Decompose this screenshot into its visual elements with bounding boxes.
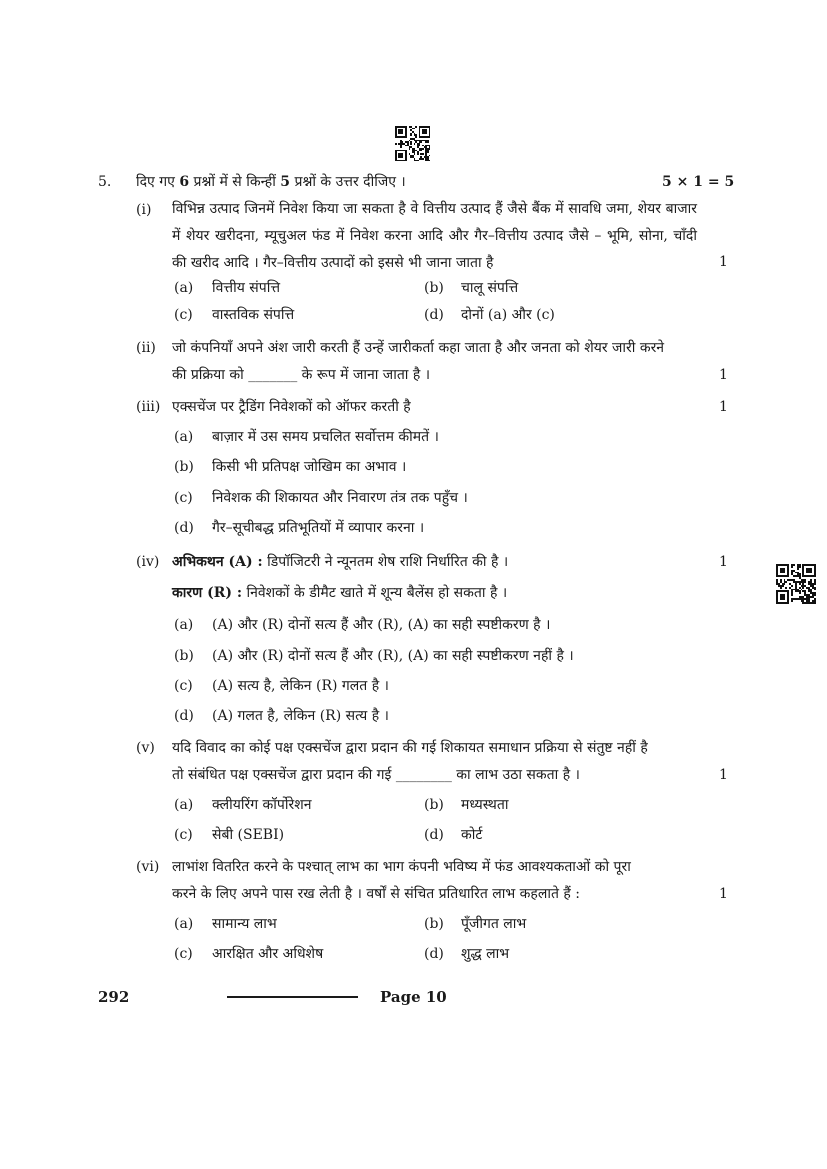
sub-question-text: विभिन्न उत्पाद जिनमें निवेश किया जा सकता है वे वित्तीय उत्पाद हैं जैसे बैंक में सावधि जमा, शेयर बाजार में शेयर खरीदना, म्यूचुअल फंड में निवेश करना आदि और गैर–वित्तीय उत्पाद जैसे – भूमि, सोना, चाँदी की खरीद आदि । गैर–वित्तीय उत्पादों को इससे भी जाना जाता है <box>172 201 697 271</box>
sub-question-line: जो कंपनियाँ अपने अंश जारी करती हैं उन्हें जारीकर्ता कहा जाता है और जनता को शेयर जारी करने <box>172 340 665 356</box>
sub-question-mark: 1 <box>719 554 728 570</box>
option-label: (d) <box>424 946 444 962</box>
sub-question-line: यदि विवाद का कोई पक्ष एक्सचेंज द्वारा प्रदान की गई शिकायत समाधान प्रक्रिया से संतुष्ट नहीं है <box>172 740 648 756</box>
option-label: (a) <box>174 916 194 932</box>
option-label: (c) <box>174 490 193 506</box>
option-text: (A) सत्य है, लेकिन (R) गलत है । <box>212 678 389 694</box>
option-label: (b) <box>174 648 194 664</box>
qr-code-side <box>776 564 816 604</box>
sub-question-mark: 1 <box>719 886 728 902</box>
instruction-count-six: 6 <box>179 174 190 190</box>
sub-question-line: लाभांश वितरित करने के पश्चात् लाभ का भाग कंपनी भविष्य में फंड आवश्यकताओं को पूरा <box>172 859 631 875</box>
option-text: मध्यस्थता <box>461 797 509 813</box>
option-label: (d) <box>424 827 444 843</box>
option-text: आरक्षित और अधिशेष <box>212 946 324 962</box>
sub-question-mark: 1 <box>719 399 728 415</box>
option-label: (a) <box>174 797 194 813</box>
option-label: (d) <box>174 708 194 724</box>
question-marks: 5 × 1 = 5 <box>662 174 735 190</box>
assertion-label: अभिकथन (A) : <box>172 554 263 570</box>
assertion-line <box>172 553 508 571</box>
option-label: (b) <box>424 280 444 296</box>
sub-question-number: (iv) <box>136 554 160 570</box>
option-text: पूँजीगत लाभ <box>461 916 527 932</box>
option-text: चालू संपत्ति <box>461 280 519 296</box>
option-label: (a) <box>174 429 194 445</box>
option-text: (A) गलत है, लेकिन (R) सत्य है । <box>212 708 389 724</box>
option-label: (b) <box>424 916 444 932</box>
sub-question-number: (vi) <box>136 859 160 875</box>
option-text: सामान्य लाभ <box>212 916 277 932</box>
option-text: शुद्ध लाभ <box>461 946 510 962</box>
option-label: (b) <box>174 459 194 475</box>
option-label: (d) <box>424 307 444 323</box>
option-text: सेबी (SEBI) <box>212 827 285 843</box>
option-label: (a) <box>174 617 194 633</box>
option-text: वित्तीय संपत्ति <box>212 280 280 296</box>
sub-question-number: (ii) <box>136 340 156 356</box>
option-text: वास्तविक संपत्ति <box>212 307 295 323</box>
assertion-text: डिपॉजिटरी ने न्यूनतम शेष राशि निर्धारित की है । <box>262 554 509 570</box>
paper-code: 292 <box>98 988 130 1006</box>
instruction-post: प्रश्नों के उत्तर दीजिए । <box>290 174 406 190</box>
option-label: (c) <box>174 946 193 962</box>
option-text: बाज़ार में उस समय प्रचलित सर्वोत्तम कीमतें । <box>212 429 439 445</box>
page-number: Page 10 <box>380 988 447 1006</box>
option-text: गैर–सूचीबद्ध प्रतिभूतियों में व्यापार करना । <box>212 520 425 536</box>
option-label: (c) <box>174 678 193 694</box>
reason-label: कारण (R) : <box>172 585 243 601</box>
option-label: (c) <box>174 307 193 323</box>
option-label: (a) <box>174 280 194 296</box>
sub-question-mark: 1 <box>719 367 728 383</box>
option-text: कोर्ट <box>461 827 483 843</box>
qr-code-top <box>395 126 430 161</box>
option-label: (c) <box>174 827 193 843</box>
sub-question-number: (i) <box>136 202 152 218</box>
instruction-pre: दिए गए <box>136 174 180 190</box>
question-instruction <box>136 173 406 191</box>
sub-question-mark: 1 <box>719 254 728 270</box>
sub-question-text: एक्सचेंज पर ट्रैडिंग निवेशकों को ऑफर करती है <box>172 399 411 415</box>
reason-text: निवेशकों के डीमैट खाते में शून्य बैलेंस हो सकता है । <box>242 585 508 601</box>
instruction-mid: प्रश्नों में से किन्हीं <box>189 174 281 190</box>
sub-question-mark: 1 <box>719 767 728 783</box>
reason-line <box>172 584 507 602</box>
instruction-count-five: 5 <box>280 174 291 190</box>
question-number: 5. <box>98 174 112 190</box>
option-text: (A) और (R) दोनों सत्य हैं और (R), (A) का सही स्पष्टीकरण है । <box>212 617 551 633</box>
sub-question-number: (iii) <box>136 399 161 415</box>
option-text: (A) और (R) दोनों सत्य हैं और (R), (A) का सही स्पष्टीकरण नहीं है । <box>212 648 574 664</box>
option-text: क्लीयरिंग कॉर्पोरेशन <box>212 797 312 813</box>
option-text: निवेशक की शिकायत और निवारण तंत्र तक पहुँच । <box>212 490 468 506</box>
sub-question-line: करने के लिए अपने पास रख लेती है । वर्षों से संचित प्रतिधारित लाभ कहलाते हैं : <box>172 886 580 902</box>
option-text: दोनों (a) और (c) <box>461 307 555 323</box>
option-text: किसी भी प्रतिपक्ष जोखिम का अभाव । <box>212 459 407 475</box>
option-label: (d) <box>174 520 194 536</box>
option-label: (b) <box>424 797 444 813</box>
sub-question-line: तो संबंधित पक्ष एक्सचेंज द्वारा प्रदान की गई ________ का लाभ उठा सकता है । <box>172 767 580 783</box>
sub-question-line: की प्रक्रिया को _______ के रूप में जाना जाता है । <box>172 367 431 383</box>
sub-question-number: (v) <box>136 740 155 756</box>
footer-rule <box>227 996 358 998</box>
